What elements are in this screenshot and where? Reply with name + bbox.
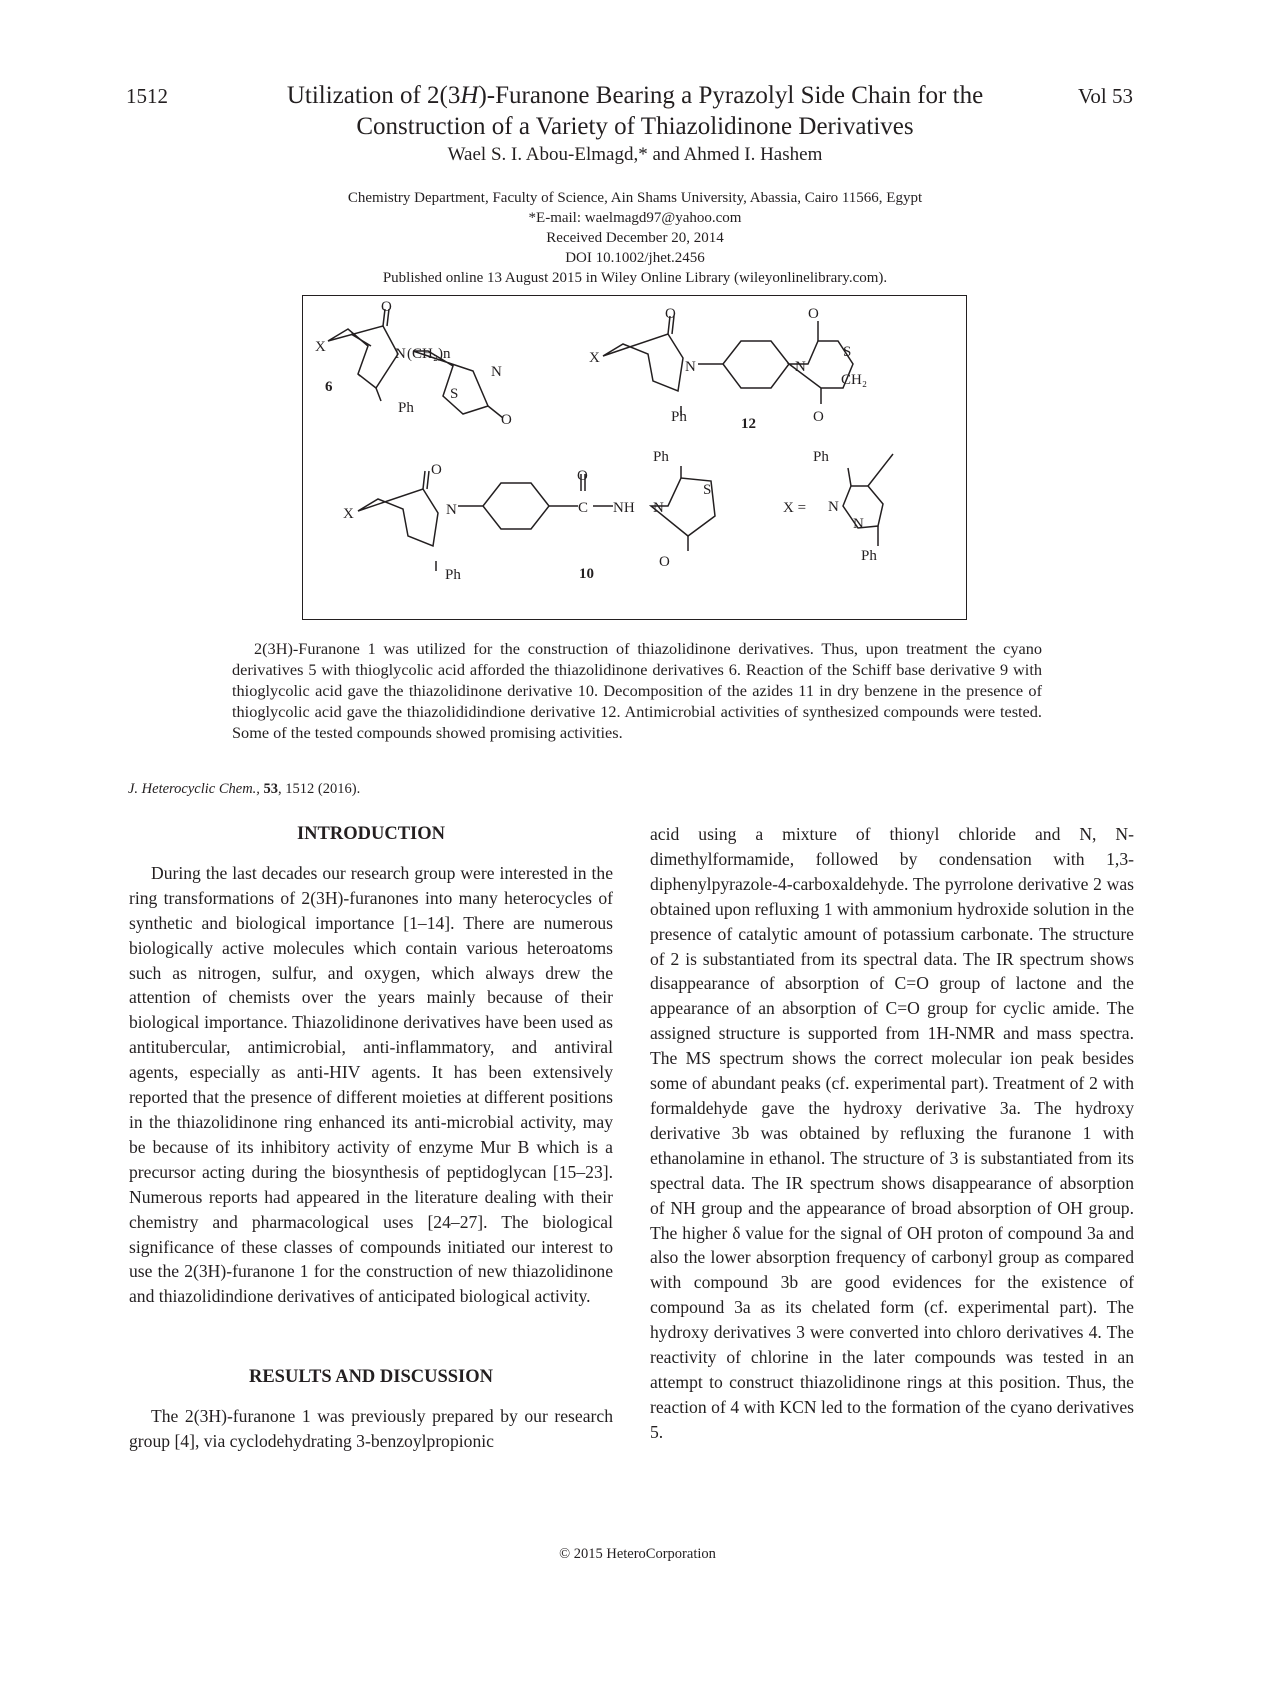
abstract: 2(3H)-Furanone 1 was utilized for the construction of thiazolidinone derivatives. Thus, upon treatment the cyano derivatives 5 with thioglycolic acid afforded the thiazolidinone derivatives 6. Reaction of the Schiff base derivative 9 with thioglycolic acid gave the thiazolidinone derivative 10. Decomposition of the azides 11 in dry benzene in the presence of thioglycolic acid gave the thiazolididindione derivative 12. Antimicrobial activities of synthesized compounds were tested. Some of the tested compounds showed promising activities.: [232, 639, 1042, 742]
ph-label: Ph: [653, 449, 669, 465]
n-label: N: [491, 364, 502, 380]
results-paragraph: The 2(3H)-furanone 1 was previously prepared by our research group [4], via cyclodehydrating 3-benzoylpropionic: [129, 1406, 613, 1452]
o-label: O: [659, 554, 670, 570]
compound-6-label: 6: [325, 379, 333, 395]
bond: [328, 326, 398, 388]
compound-12-label: 12: [741, 416, 756, 432]
o-label: O: [577, 468, 588, 484]
volume-label: Vol 53: [1077, 84, 1133, 108]
ph-label: Ph: [398, 400, 414, 416]
bond: [458, 483, 549, 529]
bond: [848, 454, 893, 546]
x-label: X: [343, 506, 354, 522]
bond: [358, 489, 438, 546]
authors: Wael S. I. Abou-Elmagd,* and Ahmed I. Hashem: [447, 144, 823, 165]
o-label: O: [381, 299, 392, 315]
n-label: N: [853, 516, 864, 532]
journal-volume: 53: [263, 781, 279, 797]
intro-paragraph: During the last decades our research group were interested in the ring transformations of 2(3H)-furanones into many heterocycles of synthetic and biological importance [1–14]. There are numerous biologically active molecules which contain various heteroatoms such as nitrogen, sulfur, and oxygen, which always drew the attention of chemists over the years mainly because of their biological importance. Thiazolidinone derivatives have been used as antitubercular, antimicrobial, anti-inflammatory, and antiviral agents, especially as anti-HIV agents. It has been extensively reported that the presence of different moieties at different positions in the thiazolidinone ring enhanced its anti-microbial activity, may be because of its inhibitory activity of enzyme Mur B which is a precursor acting during the biosynthesis of peptidoglycan [15–23]. Numerous reports had appeared in the literature dealing with their chemistry and pharmacological uses [24–27]. The biological significance of these classes of compounds initiated our interest to use the 2(3H)-furanone 1 for the construction of new thiazolidinone and thiazolidindione derivatives of anticipated biological activity.: [129, 862, 613, 1307]
journal-citation: J. Heterocyclic Chem., 53, 1512 (2016).: [128, 781, 361, 797]
ph-label: Ph: [813, 449, 829, 465]
email: *E-mail: waelmagd97@yahoo.com: [528, 210, 742, 226]
right-paragraph: acid using a mixture of thionyl chloride and N, N-dimethylformamide, followed by condensation with 1,3-diphenylpyrazole-4-carboxaldehyde. The pyrrolone derivative 2 was obtained upon refluxing 1 with ammonium hydroxide solution in the presence of catalytic amount of potassium carbonate. The structure of 2 is substantiated from its spectral data. The IR spectrum shows disappearance of absorption of C=O group of lactone and the appearance of an absorption of C=O group for cyclic amide. The assigned structure is supported from 1H-NMR and mass spectra. The MS spectrum shows the correct molecular ion peak besides some of abundant peaks (cf. experimental part). Treatment of 2 with formaldehyde gave the hydroxy derivative 3a. The hydroxy derivative 3b was obtained by refluxing the furanone 1 with ethanolamine in ethanol. The structure of 3 is substantiated from its spectral data. The IR spectrum shows disappearance of absorption of NH group and the appearance of broad absorption of OH group. The higher δ value for the signal of OH proton of compound 3a and also the lower absorption frequency of carbonyl group as compared with compound 3b are good evidences for the existence of compound 3a as its chelated form (cf. experimental part). The hydroxy derivatives 3 were converted into chloro derivatives 4. The reactivity of chlorine in the later compounds was tested in an attempt to construct thiazolidinone rings at this position. Thus, the reaction of 4 with KCN led to the formation of the cyano derivatives 5.: [650, 824, 1134, 1442]
bond: [698, 341, 789, 388]
o-label: O: [808, 306, 819, 322]
doi: DOI 10.1002/jhet.2456: [565, 250, 705, 266]
ch2-label: CH₂: [841, 372, 868, 388]
title-italic: H: [460, 82, 479, 109]
chemical-structures: [303, 296, 968, 621]
x-label: X: [315, 339, 326, 355]
o-label: O: [431, 462, 442, 478]
o-label: O: [501, 412, 512, 428]
right-column: [650, 822, 1134, 1445]
article-meta: [240, 188, 1030, 288]
title-line-2: Construction of a Variety of Thiazolidinone Derivatives: [356, 113, 914, 140]
n-label: N: [395, 346, 406, 362]
page-number: 1512: [126, 84, 168, 108]
ph-label: Ph: [861, 548, 877, 564]
s-label: S: [703, 482, 712, 498]
bond: [603, 334, 683, 391]
n-label: N: [446, 502, 457, 518]
graphical-abstract-figure: [302, 295, 967, 620]
c-label: C: [578, 500, 589, 516]
o-label: O: [813, 409, 824, 425]
bond: [358, 374, 381, 401]
ph-label: Ph: [671, 409, 687, 425]
article-title: [240, 80, 1030, 142]
bond: [423, 471, 429, 489]
affiliation: Chemistry Department, Faculty of Science, Ain Shams University, Abassia, Cairo 11566, Egypt: [347, 190, 923, 206]
results-heading: RESULTS AND DISCUSSION: [248, 1367, 494, 1388]
n-label: N: [653, 500, 664, 516]
ch2n-label: (CH₂)n: [407, 346, 451, 362]
o-label: O: [665, 306, 676, 322]
citation-rest: , 1512 (2016).: [278, 781, 361, 797]
title-part: )-Furanone Bearing a Pyrazolyl Side Chain for the: [478, 82, 984, 109]
published-info: Published online 13 August 2015 in Wiley Online Library (wileyonlinelibrary.com).: [382, 270, 888, 286]
x-label: X: [589, 350, 600, 366]
n-label: N: [685, 359, 696, 375]
nh-label: NH: [613, 500, 635, 516]
compound-10-label: 10: [579, 566, 594, 582]
s-label: S: [450, 386, 459, 402]
s-label: S: [843, 344, 852, 360]
copyright: © 2015 HeteroCorporation: [559, 1546, 716, 1562]
received-date: Received December 20, 2014: [546, 230, 724, 246]
bond: [351, 334, 371, 346]
journal-name: J. Heterocyclic Chem.: [128, 781, 257, 797]
intro-heading: INTRODUCTION: [296, 824, 446, 844]
x-equals-label: X =: [783, 500, 807, 516]
title-part: Utilization of 2(3: [286, 82, 461, 109]
ph-label: Ph: [445, 567, 461, 583]
n-label: N: [828, 499, 839, 515]
left-column: [129, 822, 613, 1454]
n-label: N: [795, 359, 806, 375]
